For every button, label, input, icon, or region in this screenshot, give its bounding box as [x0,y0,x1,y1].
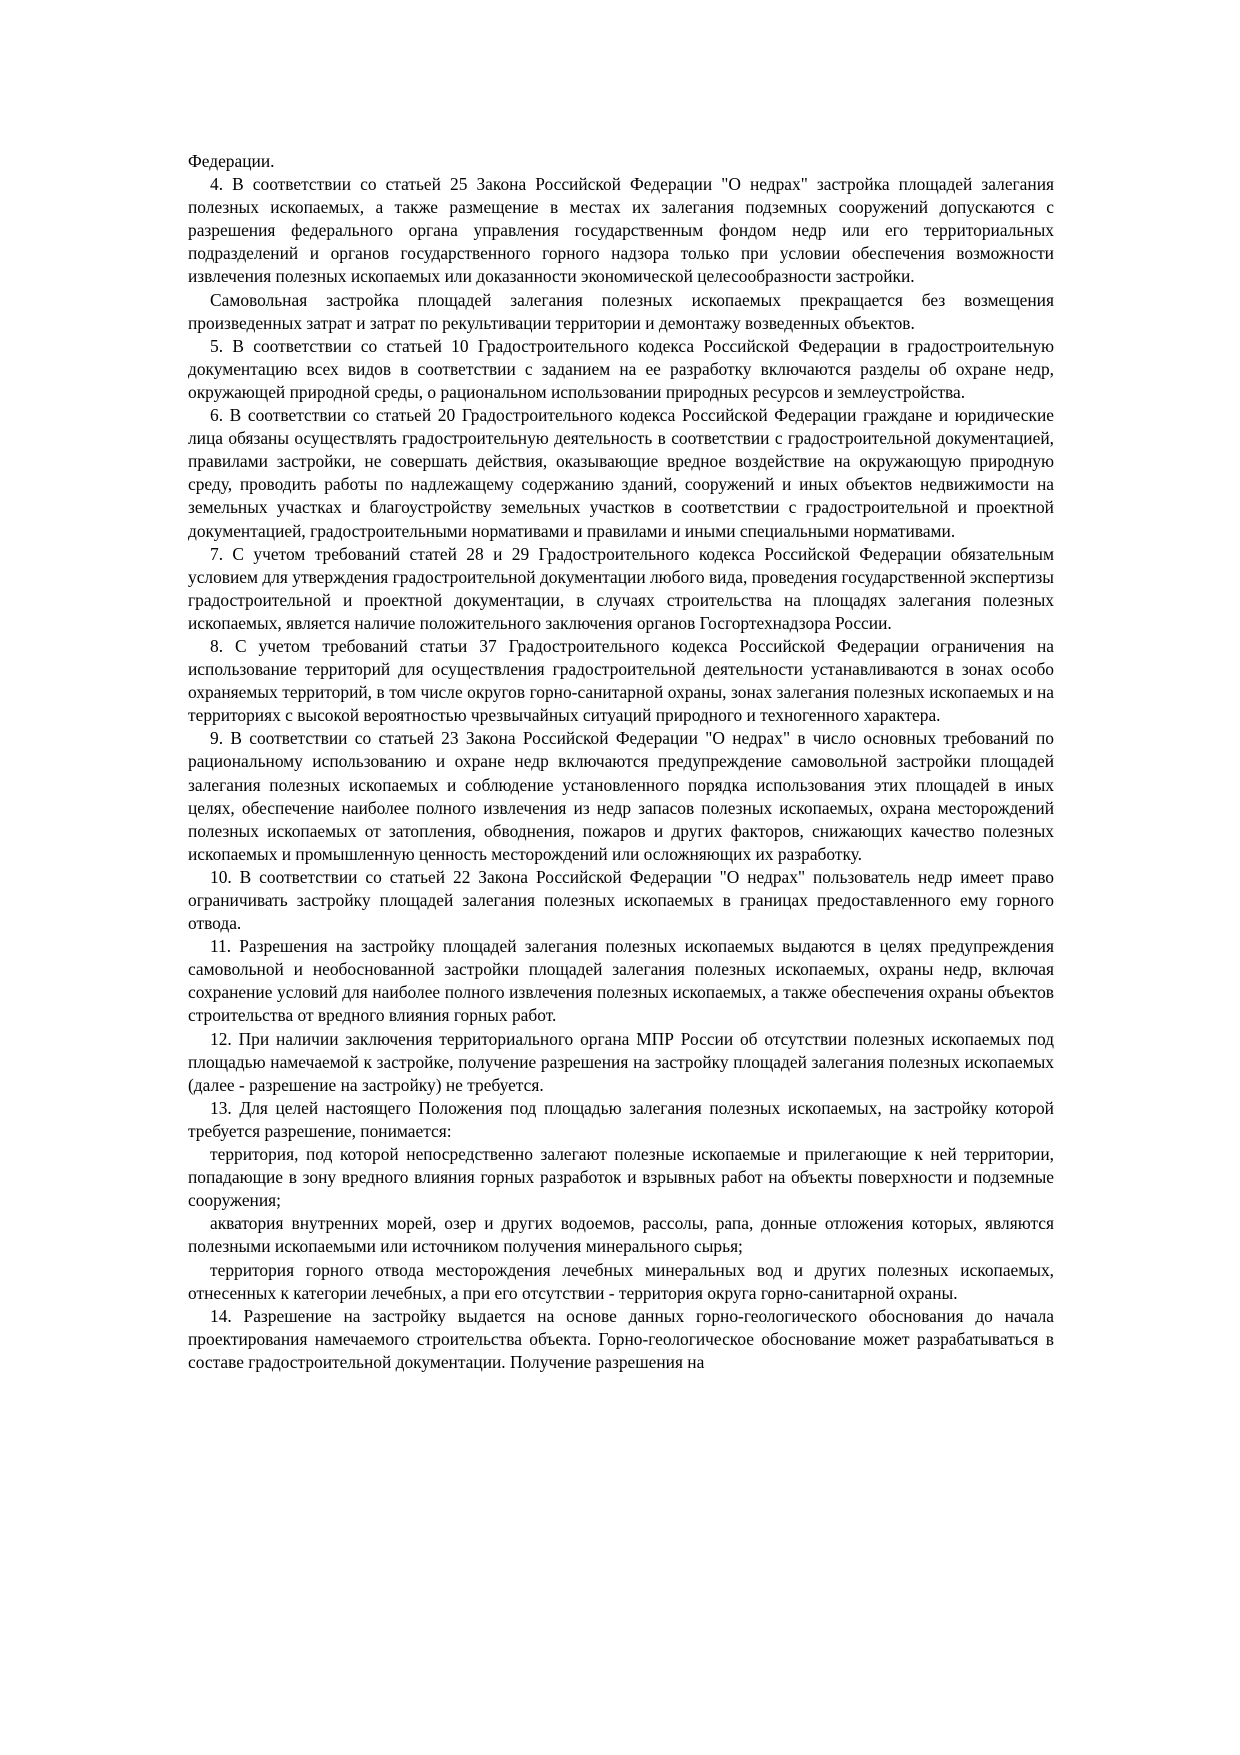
paragraph-water-area: акватория внутренних морей, озер и других водоемов, рассолы, рапа, донные отложения которых, являются полезными ископаемыми или источником получения минерального сырья; [188,1213,1054,1257]
paragraph-federation-tail: Федерации. [188,151,275,171]
document-page [188,150,1054,1374]
paragraph-territory: территория, под которой непосредственно залегают полезные ископаемые и прилегающие к ней территории, попадающие в зону вредного влияния горных разработок и взрывных работ на объекты поверхности и подземные сооружения; [188,1144,1054,1211]
paragraph-item-6: 6. В соответствии со статьей 20 Градостроительного кодекса Российской Федерации граждане и юридические лица обязаны осуществлять градостроительную деятельность в соответствии с градостроительной документацией, правилами застройки, не совершать действия, оказывающие вредное воздействие на окружающую природную среду, проводить работы по надлежащему содержанию зданий, сооружений и иных объектов недвижимости на земельных участках и благоустройству земельных участков в соответствии с градостроительной и проектной документацией, градостроительными нормативами и правилами и иными специальными нормативами. [188,405,1054,541]
paragraph-item-8: 8. С учетом требований статьи 37 Градостроительного кодекса Российской Федерации ограничения на использование территорий для осуществления градостроительной деятельности устанавливаются в зонах особо охраняемых территорий, в том числе округов горно-санитарной охраны, зонах залегания полезных ископаемых и на территориях с высокой вероятностью чрезвычайных ситуаций природного и техногенного характера. [188,635,1054,726]
paragraph-unauthorized-construction: Самовольная застройка площадей залегания полезных ископаемых прекращается без возмещения произведенных затрат и затрат по рекультивации территории и демонтажу возведенных объектов. [188,289,1054,333]
paragraph-mining-allotment: территория горного отвода месторождения лечебных минеральных вод и других полезных ископаемых, отнесенных к категории лечебных, а при его отсутствии - территория округа горно-санитарной охраны. [188,1259,1054,1303]
paragraph-item-12: 12. При наличии заключения территориального органа МПР России об отсутствии полезных ископаемых под площадью намечаемой к застройке, получение разрешения на застройку площадей залегания полезных ископаемых (далее - разрешение на застройку) не требуется. [188,1028,1054,1095]
paragraph-item-14: 14. Разрешение на застройку выдается на основе данных горно-геологического обоснования до начала проектирования намечаемого строительства объекта. Горно-геологическое обоснование может разрабатываться в составе градостроительной документации. Получение разрешения на [188,1305,1054,1372]
paragraph-item-13: 13. Для целей настоящего Положения под площадью залегания полезных ископаемых, на застройку которой требуется разрешение, понимается: [188,1097,1054,1141]
paragraph-item-5: 5. В соответствии со статьей 10 Градостроительного кодекса Российской Федерации в градостроительную документацию всех видов в соответствии с заданием на ее разработку включаются разделы об охране недр, окружающей природной среды, о рациональном использовании природных ресурсов и землеустройства. [188,335,1054,402]
paragraph-item-7: 7. С учетом требований статей 28 и 29 Градостроительного кодекса Российской Федерации обязательным условием для утверждения градостроительной документации любого вида, проведения государственной экспертизы градостроительной и проектной документации, в случаях строительства на площадях залегания полезных ископаемых, является наличие положительного заключения органов Госгортехнадзора России. [188,543,1054,633]
paragraph-item-10: 10. В соответствии со статьей 22 Закона Российской Федерации "О недрах" пользователь недр имеет право ограничивать застройку площадей залегания полезных ископаемых в границах предоставленного ему горного отвода. [188,866,1054,934]
paragraph-item-11: 11. Разрешения на застройку площадей залегания полезных ископаемых выдаются в целях предупреждения самовольной и необоснованной застройки площадей залегания полезных ископаемых, охраны недр, включая сохранение условий для наиболее полного извлечения полезных ископаемых, а также обеспечения охраны объектов строительства от вредного влияния горных работ. [188,936,1054,1026]
paragraph-item-4: 4. В соответствии со статьей 25 Закона Российской Федерации "О недрах" застройка площадей залегания полезных ископаемых, а также размещение в местах их залегания подземных сооружений допускаются с разрешения федерального органа управления государственным фондом недр или его территориальных подразделений и органов государственного горного надзора только при условии обеспечения возможности извлечения полезных ископаемых или доказанности экономической целесообразности застройки. [188,174,1054,287]
paragraph-item-9: 9. В соответствии со статьей 23 Закона Российской Федерации "О недрах" в число основных требований по рациональному использованию и охране недр включаются предупреждение самовольной застройки площадей залегания полезных ископаемых и соблюдение установленного порядка использования этих площадей в иных целях, обеспечение наиболее полного извлечения из недр запасов полезных ископаемых, охрана месторождений полезных ископаемых от затопления, обводнения, пожаров и других факторов, снижающих качество полезных ископаемых и промышленную ценность месторождений или осложняющих их разработку. [188,728,1054,864]
